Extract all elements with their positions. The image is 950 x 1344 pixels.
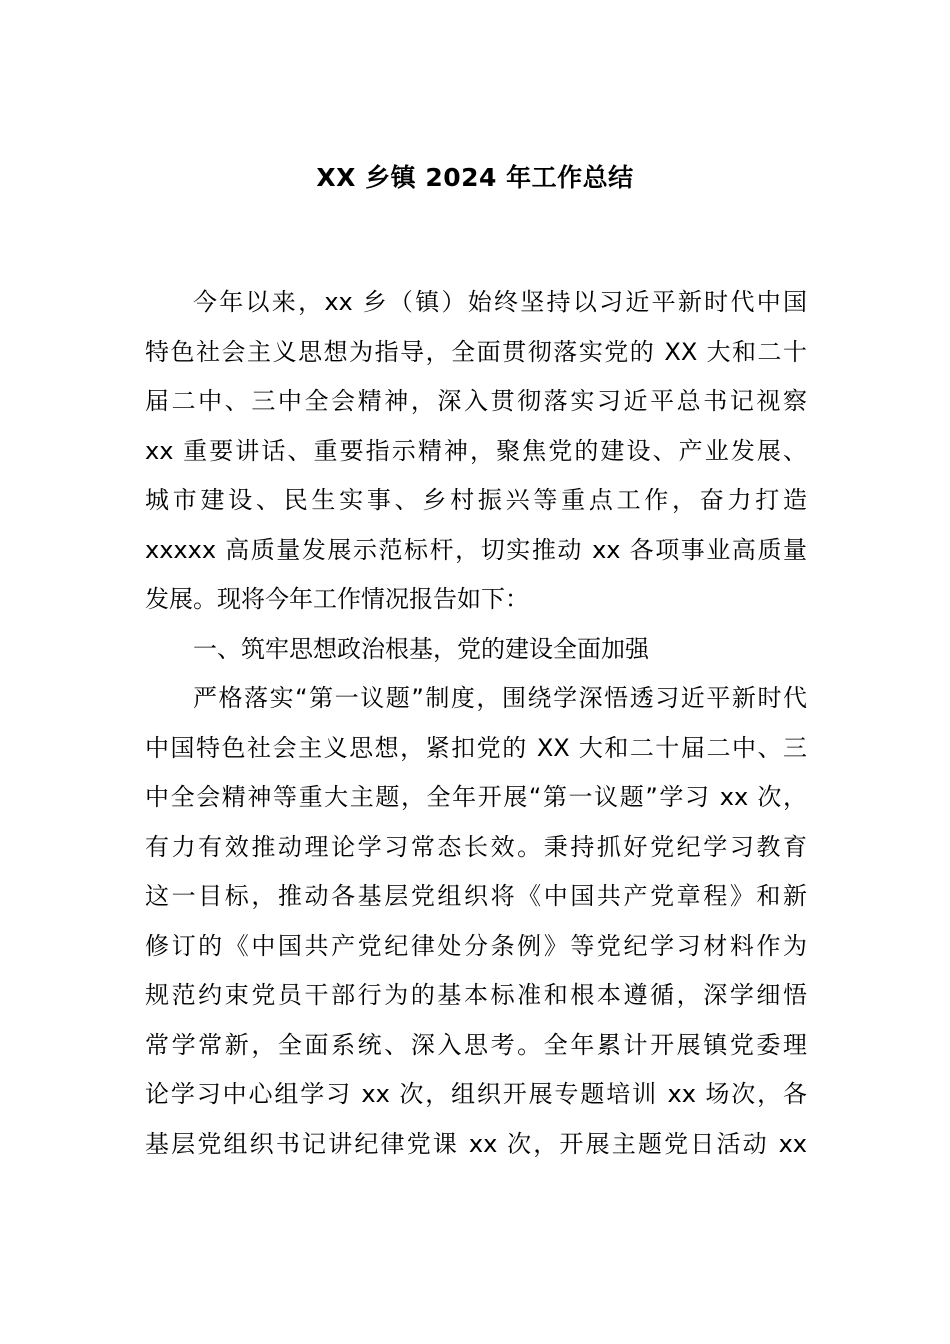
paragraph-line: 常学常新，全面系统、深入思考。全年累计开展镇党委理 [145,1030,807,1059]
paragraph-line: 论学习中心组学习 xx 次，组织开展专题培训 xx 场次，各 [145,1080,807,1108]
document-title: XX 乡镇 2024 年工作总结 [316,163,634,192]
section-heading: 一、筑牢思想政治根基，党的建设全面加强 [193,634,649,663]
paragraph-line: 有力有效推动理论学习常态长效。秉持抓好党纪学习教育 [145,832,807,861]
paragraph-line: 规范约束党员干部行为的基本标准和根本遵循，深学细悟 [145,981,807,1009]
paragraph-line: 城市建设、民生实事、乡村振兴等重点工作，奋力打造 [145,486,807,514]
paragraph-line: 基层党组织书记讲纪律党课 xx 次，开展主题党日活动 xx [145,1129,807,1158]
paragraph-line: 中国特色社会主义思想，紧扣党的 XX 大和二十届二中、三 [145,733,807,762]
document-body [145,278,807,1169]
paragraph-line: 今年以来，xx 乡（镇）始终坚持以习近平新时代中国 [193,288,807,316]
paragraph-line: 中全会精神等重大主题，全年开展“第一议题”学习 xx 次， [145,783,807,811]
paragraph-line: xx 重要讲话、重要指示精神，聚焦党的建设、产业发展、 [145,436,807,465]
paragraph-line: xxxxx 高质量发展示范标杆，切实推动 xx 各项事业高质量 [145,535,807,564]
paragraph-line: 特色社会主义思想为指导，全面贯彻落实党的 XX 大和二十 [145,337,807,366]
paragraph-line: 修订的《中国共产党纪律处分条例》等党纪学习材料作为 [145,931,807,960]
paragraph-line: 这一目标，推动各基层党组织将《中国共产党章程》和新 [145,882,807,910]
paragraph-line: 发展。现将今年工作情况报告如下： [145,585,529,613]
paragraph-line: 严格落实“第一议题”制度，围绕学深悟透习近平新时代 [193,684,807,712]
paragraph-line: 届二中、三中全会精神，深入贯彻落实习近平总书记视察 [145,387,807,415]
